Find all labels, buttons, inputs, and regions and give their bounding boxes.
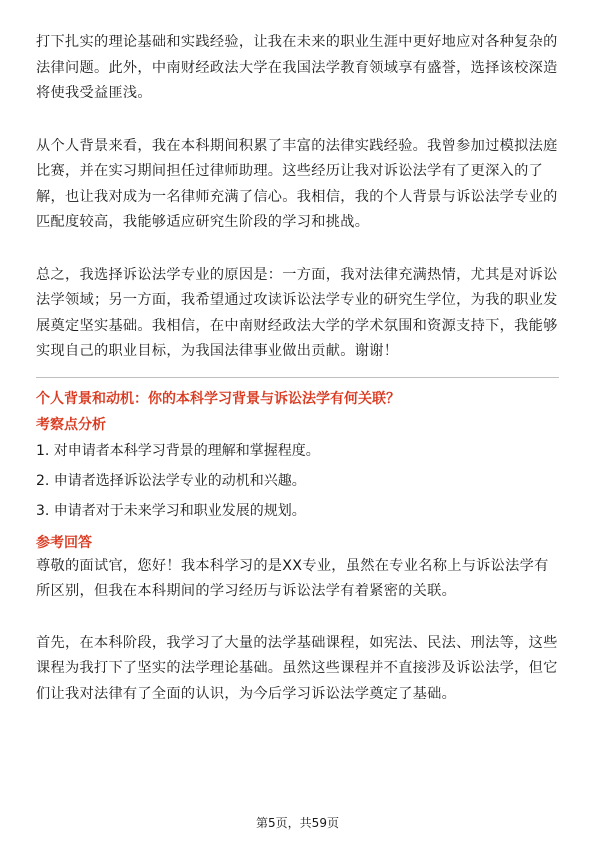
section-divider [36,377,559,378]
list-item: 1. 对申请者本科学习背景的理解和掌握程度。 [36,442,320,459]
answer-paragraph: 首先，在本科阶段，我学习了大量的法学基础课程，如宪法、民法、刑法等，这些课程为我打下了坚实的法学理论基础。虽然这些课程并不直接涉及诉讼法学，但它们让我对法律有了全面的认识，为今后学习诉讼法学奠定了基础。 [36,634,558,702]
analysis-list [36,438,559,524]
document-page [36,30,559,707]
analysis-title: 考察点分析 [36,416,106,433]
body-paragraph: 总之，我选择诉讼法学专业的原因是：一方面，我对法律充满热情，尤其是对诉讼法学领域；另一方面，我希望通过攻读诉讼法学专业的研究生学位，为我的职业发展奠定坚实基础。我相信，在中南财经政法大学的学术氛围和资源支持下，我能够实现自己的职业目标，为我国法律事业做出贡献。谢谢！ [36,266,558,359]
question-heading: 个人背景和动机：你的本科学习背景与诉讼法学有何关联？ [36,390,400,407]
answer-paragraph: 尊敬的面试官，您好！我本科学习的是XX专业，虽然在专业名称上与诉讼法学有所区别，但我在本科期间的学习经历与诉讼法学有着紧密的关联。 [36,557,549,599]
list-item: 3. 申请者对于未来学习和职业发展的规划。 [36,502,306,519]
answer-title: 参考回答 [36,534,92,551]
list-item: 2. 申请者选择诉讼法学专业的动机和兴趣。 [36,472,306,489]
body-paragraph: 从个人背景来看，我在本科期间积累了丰富的法律实践经验。我曾参加过模拟法庭比赛，并在实习期间担任过律师助理。这些经历让我对诉讼法学有了更深入的了解，也让我对成为一名律师充满了信心。我相信，我的个人背景与诉讼法学专业的匹配度较高，我能够适应研究生阶段的学习和挑战。 [36,137,558,230]
body-paragraph: 打下扎实的理论基础和实践经验，让我在未来的职业生涯中更好地应对各种复杂的法律问题。此外，中南财经政法大学在我国法学教育领域享有盛誉，选择该校深造将使我受益匪浅。 [36,34,558,101]
page-number: 第5页，共59页 [256,816,339,830]
